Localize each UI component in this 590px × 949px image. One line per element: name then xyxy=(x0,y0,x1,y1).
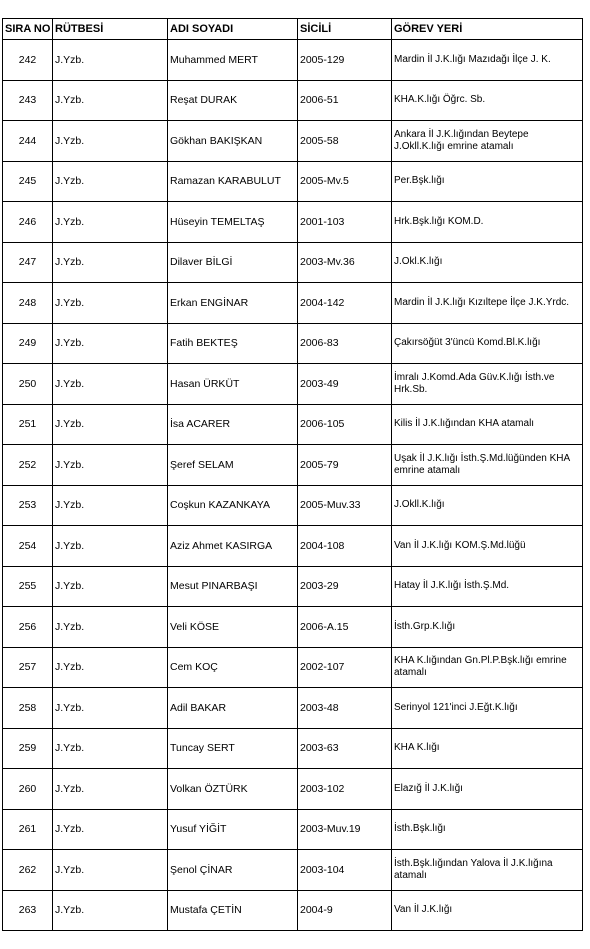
cell-sicil: 2004-108 xyxy=(298,526,392,567)
header-sira-no: SIRA NO xyxy=(3,19,53,40)
cell-rutbe: J.Yzb. xyxy=(53,40,168,81)
cell-sicil: 2003-104 xyxy=(298,850,392,891)
cell-gorev-yeri: Van İl J.K.lığı KOM.Ş.Md.lüğü xyxy=(392,526,583,567)
cell-ad-soyad: Ramazan KARABULUT xyxy=(168,161,298,202)
cell-rutbe: J.Yzb. xyxy=(53,242,168,283)
table-row xyxy=(3,323,583,364)
cell-sira-no: 256 xyxy=(3,607,53,648)
cell-gorev-yeri: Mardin İl J.K.lığı Kızıltepe İlçe J.K.Yrdc. xyxy=(392,283,583,324)
cell-sicil: 2003-63 xyxy=(298,728,392,769)
cell-sira-no: 249 xyxy=(3,323,53,364)
cell-sicil: 2006-105 xyxy=(298,404,392,445)
cell-ad-soyad: Cem KOÇ xyxy=(168,647,298,688)
cell-rutbe: J.Yzb. xyxy=(53,526,168,567)
cell-rutbe: J.Yzb. xyxy=(53,607,168,648)
table-row xyxy=(3,40,583,81)
cell-sira-no: 252 xyxy=(3,445,53,486)
cell-sicil: 2004-9 xyxy=(298,890,392,931)
cell-sicil: 2005-79 xyxy=(298,445,392,486)
cell-sira-no: 263 xyxy=(3,890,53,931)
cell-sicil: 2003-48 xyxy=(298,688,392,729)
cell-ad-soyad: İsa ACARER xyxy=(168,404,298,445)
cell-ad-soyad: Dilaver BİLGİ xyxy=(168,242,298,283)
cell-sira-no: 255 xyxy=(3,566,53,607)
table-header-row xyxy=(3,19,583,40)
cell-rutbe: J.Yzb. xyxy=(53,728,168,769)
cell-ad-soyad: Tuncay SERT xyxy=(168,728,298,769)
cell-rutbe: J.Yzb. xyxy=(53,647,168,688)
cell-gorev-yeri: KHA.K.lığı Öğrc. Sb. xyxy=(392,80,583,121)
cell-sicil: 2002-107 xyxy=(298,647,392,688)
cell-ad-soyad: Adil BAKAR xyxy=(168,688,298,729)
cell-sira-no: 246 xyxy=(3,202,53,243)
table-row xyxy=(3,283,583,324)
cell-gorev-yeri: Elazığ İl J.K.lığı xyxy=(392,769,583,810)
cell-rutbe: J.Yzb. xyxy=(53,121,168,162)
header-adi-soyadi: ADI SOYADI xyxy=(168,19,298,40)
cell-rutbe: J.Yzb. xyxy=(53,566,168,607)
table-row xyxy=(3,404,583,445)
table-row xyxy=(3,80,583,121)
cell-sira-no: 242 xyxy=(3,40,53,81)
header-gorev-yeri: GÖREV YERİ xyxy=(392,19,583,40)
cell-rutbe: J.Yzb. xyxy=(53,688,168,729)
cell-sicil: 2003-Muv.19 xyxy=(298,809,392,850)
cell-sicil: 2006-51 xyxy=(298,80,392,121)
cell-sira-no: 247 xyxy=(3,242,53,283)
cell-sicil: 2003-102 xyxy=(298,769,392,810)
cell-rutbe: J.Yzb. xyxy=(53,364,168,405)
cell-sicil: 2005-Mv.5 xyxy=(298,161,392,202)
table-body xyxy=(3,40,583,931)
header-rutbesi: RÜTBESİ xyxy=(53,19,168,40)
cell-gorev-yeri: Van İl J.K.lığı xyxy=(392,890,583,931)
cell-rutbe: J.Yzb. xyxy=(53,485,168,526)
cell-ad-soyad: Erkan ENGİNAR xyxy=(168,283,298,324)
cell-ad-soyad: Mesut PINARBAŞI xyxy=(168,566,298,607)
cell-sicil: 2003-Mv.36 xyxy=(298,242,392,283)
table-row xyxy=(3,485,583,526)
cell-gorev-yeri: Çakırsöğüt 3'üncü Komd.Bl.K.lığı xyxy=(392,323,583,364)
cell-ad-soyad: Muhammed MERT xyxy=(168,40,298,81)
cell-gorev-yeri: Ankara İl J.K.lığından Beytepe J.Okll.K.lığı emrine atamalı xyxy=(392,121,583,162)
cell-sira-no: 260 xyxy=(3,769,53,810)
cell-ad-soyad: Şeref SELAM xyxy=(168,445,298,486)
cell-sira-no: 259 xyxy=(3,728,53,769)
cell-gorev-yeri: Uşak İl J.K.lığı İsth.Ş.Md.lüğünden KHA emrine atamalı xyxy=(392,445,583,486)
cell-ad-soyad: Hasan ÜRKÜT xyxy=(168,364,298,405)
cell-ad-soyad: Gökhan BAKIŞKAN xyxy=(168,121,298,162)
cell-ad-soyad: Veli KÖSE xyxy=(168,607,298,648)
cell-ad-soyad: Aziz Ahmet KASIRGA xyxy=(168,526,298,567)
cell-sira-no: 262 xyxy=(3,850,53,891)
cell-rutbe: J.Yzb. xyxy=(53,809,168,850)
cell-sira-no: 257 xyxy=(3,647,53,688)
cell-gorev-yeri: Serinyol 121'inci J.Eğt.K.lığı xyxy=(392,688,583,729)
cell-sicil: 2005-Muv.33 xyxy=(298,485,392,526)
cell-gorev-yeri: Hatay İl J.K.lığı İsth.Ş.Md. xyxy=(392,566,583,607)
cell-rutbe: J.Yzb. xyxy=(53,445,168,486)
cell-sira-no: 245 xyxy=(3,161,53,202)
cell-sira-no: 261 xyxy=(3,809,53,850)
document-page xyxy=(2,18,582,931)
cell-gorev-yeri: J.Okl.K.lığı xyxy=(392,242,583,283)
cell-rutbe: J.Yzb. xyxy=(53,769,168,810)
cell-gorev-yeri: Per.Bşk.lığı xyxy=(392,161,583,202)
cell-sira-no: 250 xyxy=(3,364,53,405)
header-sicili: SİCİLİ xyxy=(298,19,392,40)
cell-sicil: 2003-29 xyxy=(298,566,392,607)
cell-sicil: 2005-58 xyxy=(298,121,392,162)
cell-gorev-yeri: Kilis İl J.K.lığından KHA atamalı xyxy=(392,404,583,445)
cell-gorev-yeri: KHA K.lığı xyxy=(392,728,583,769)
table-row xyxy=(3,647,583,688)
cell-ad-soyad: Volkan ÖZTÜRK xyxy=(168,769,298,810)
cell-rutbe: J.Yzb. xyxy=(53,850,168,891)
cell-sicil: 2006-83 xyxy=(298,323,392,364)
cell-rutbe: J.Yzb. xyxy=(53,161,168,202)
table-row xyxy=(3,607,583,648)
cell-ad-soyad: Hüseyin TEMELTAŞ xyxy=(168,202,298,243)
cell-sira-no: 258 xyxy=(3,688,53,729)
table-row xyxy=(3,202,583,243)
cell-ad-soyad: Şenol ÇİNAR xyxy=(168,850,298,891)
table-row xyxy=(3,364,583,405)
cell-gorev-yeri: İsth.Bşk.lığı xyxy=(392,809,583,850)
cell-sicil: 2005-129 xyxy=(298,40,392,81)
cell-rutbe: J.Yzb. xyxy=(53,404,168,445)
cell-gorev-yeri: İsth.Bşk.lığından Yalova İl J.K.lığına atamalı xyxy=(392,850,583,891)
cell-gorev-yeri: KHA K.lığından Gn.Pl.P.Bşk.lığı emrine atamalı xyxy=(392,647,583,688)
cell-gorev-yeri: İmralı J.Komd.Ada Güv.K.lığı İsth.ve Hrk.Sb. xyxy=(392,364,583,405)
table-row xyxy=(3,688,583,729)
cell-ad-soyad: Reşat DURAK xyxy=(168,80,298,121)
cell-gorev-yeri: Hrk.Bşk.lığı KOM.D. xyxy=(392,202,583,243)
cell-rutbe: J.Yzb. xyxy=(53,202,168,243)
table-row xyxy=(3,850,583,891)
cell-rutbe: J.Yzb. xyxy=(53,323,168,364)
cell-sira-no: 254 xyxy=(3,526,53,567)
cell-rutbe: J.Yzb. xyxy=(53,80,168,121)
cell-rutbe: J.Yzb. xyxy=(53,283,168,324)
cell-ad-soyad: Yusuf YİĞİT xyxy=(168,809,298,850)
table-row xyxy=(3,242,583,283)
cell-ad-soyad: Coşkun KAZANKAYA xyxy=(168,485,298,526)
table-row xyxy=(3,890,583,931)
cell-sira-no: 251 xyxy=(3,404,53,445)
cell-ad-soyad: Fatih BEKTEŞ xyxy=(168,323,298,364)
cell-sira-no: 253 xyxy=(3,485,53,526)
table-row xyxy=(3,161,583,202)
table-row xyxy=(3,769,583,810)
table-row xyxy=(3,445,583,486)
cell-sicil: 2004-142 xyxy=(298,283,392,324)
cell-gorev-yeri: İsth.Grp.K.lığı xyxy=(392,607,583,648)
table-row xyxy=(3,728,583,769)
cell-sicil: 2006-A.15 xyxy=(298,607,392,648)
table-row xyxy=(3,121,583,162)
cell-gorev-yeri: J.Okll.K.lığı xyxy=(392,485,583,526)
cell-ad-soyad: Mustafa ÇETİN xyxy=(168,890,298,931)
cell-sira-no: 248 xyxy=(3,283,53,324)
personnel-table xyxy=(2,18,583,931)
table-row xyxy=(3,809,583,850)
cell-rutbe: J.Yzb. xyxy=(53,890,168,931)
table-row xyxy=(3,566,583,607)
cell-gorev-yeri: Mardin İl J.K.lığı Mazıdağı İlçe J. K. xyxy=(392,40,583,81)
cell-sicil: 2003-49 xyxy=(298,364,392,405)
cell-sira-no: 244 xyxy=(3,121,53,162)
cell-sicil: 2001-103 xyxy=(298,202,392,243)
cell-sira-no: 243 xyxy=(3,80,53,121)
table-row xyxy=(3,526,583,567)
